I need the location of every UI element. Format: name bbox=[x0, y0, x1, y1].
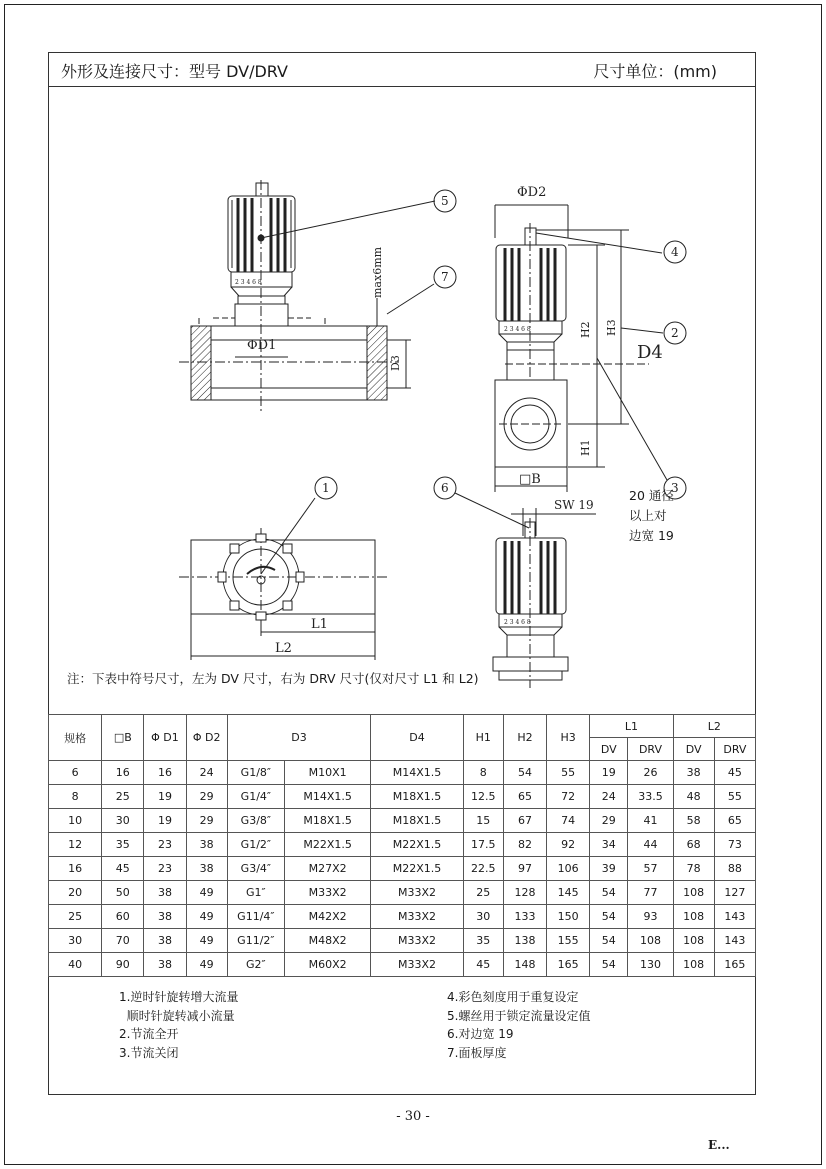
h3-label: H3 bbox=[605, 319, 618, 336]
table-cell: 48 bbox=[673, 785, 714, 809]
table-cell: M33X2 bbox=[371, 881, 463, 905]
table-cell: 29 bbox=[186, 809, 227, 833]
table-cell: G1/8″ bbox=[227, 761, 284, 785]
header-h3: H3 bbox=[547, 715, 590, 761]
header-l1-drv: DRV bbox=[628, 738, 673, 761]
table-row bbox=[49, 905, 756, 929]
table-cell: 35 bbox=[102, 833, 144, 857]
table-cell: 148 bbox=[503, 953, 546, 977]
table-cell: 38 bbox=[144, 905, 186, 929]
table-cell: G11/2″ bbox=[227, 929, 284, 953]
scale-text: 2 3 4 6 8 bbox=[235, 279, 262, 286]
table-cell: M22X1.5 bbox=[371, 857, 463, 881]
table-cell: 49 bbox=[186, 953, 227, 977]
table-cell: 128 bbox=[503, 881, 546, 905]
table-cell: M10X1 bbox=[284, 761, 370, 785]
table-cell: 143 bbox=[714, 929, 755, 953]
legend-left bbox=[119, 988, 238, 1062]
table-cell: 34 bbox=[590, 833, 628, 857]
table-row bbox=[49, 953, 756, 977]
scale-text-2: 2 3 4 6 8 bbox=[504, 326, 531, 333]
technical-drawing bbox=[49, 88, 755, 714]
table-cell: 65 bbox=[714, 809, 755, 833]
table-cell: 127 bbox=[714, 881, 755, 905]
table-cell: 130 bbox=[628, 953, 673, 977]
d4-label: D4 bbox=[637, 342, 663, 363]
table-cell: 33.5 bbox=[628, 785, 673, 809]
table-cell: 45 bbox=[714, 761, 755, 785]
table-cell: G3/8″ bbox=[227, 809, 284, 833]
header-l2-dv: DV bbox=[673, 738, 714, 761]
legend-right bbox=[447, 988, 590, 1062]
callout-2: 2 bbox=[671, 326, 679, 340]
legend-item: 7.面板厚度 bbox=[447, 1045, 507, 1060]
table-cell: 40 bbox=[49, 953, 102, 977]
legend-item: 4.彩色刻度用于重复设定 bbox=[447, 990, 579, 1004]
table-cell: M14X1.5 bbox=[284, 785, 370, 809]
table-cell: 22.5 bbox=[463, 857, 503, 881]
sw-note bbox=[629, 486, 674, 546]
table-cell: 108 bbox=[673, 905, 714, 929]
table-cell: 106 bbox=[547, 857, 590, 881]
top-view bbox=[179, 477, 387, 660]
table-cell: 19 bbox=[144, 809, 186, 833]
table-cell: M27X2 bbox=[284, 857, 370, 881]
legend-item: 1.逆时针旋转增大流量 bbox=[119, 990, 239, 1004]
header-h2: H2 bbox=[503, 715, 546, 761]
side-view bbox=[495, 185, 686, 499]
table-cell: 16 bbox=[49, 857, 102, 881]
table-cell: M60X2 bbox=[284, 953, 370, 977]
table-cell: 60 bbox=[102, 905, 144, 929]
table-cell: 78 bbox=[673, 857, 714, 881]
table-cell: 25 bbox=[49, 905, 102, 929]
h1-label: H1 bbox=[579, 439, 592, 456]
table-cell: 68 bbox=[673, 833, 714, 857]
table-cell: 29 bbox=[186, 785, 227, 809]
table-cell: 19 bbox=[144, 785, 186, 809]
table-cell: 92 bbox=[547, 833, 590, 857]
table-cell: 54 bbox=[590, 953, 628, 977]
table-row bbox=[49, 785, 756, 809]
legend-item: 3.节流关闭 bbox=[119, 1045, 179, 1060]
content-frame bbox=[48, 52, 756, 1095]
table-cell: 70 bbox=[102, 929, 144, 953]
header-bar bbox=[49, 53, 755, 87]
table-note: 注：下表中符号尺寸，左为 DV 尺寸，右为 DRV 尺寸(仅对尺寸 L1 和 L2) bbox=[67, 671, 479, 686]
table-cell: 155 bbox=[547, 929, 590, 953]
header-d2: Φ D2 bbox=[186, 715, 227, 761]
table-cell: 38 bbox=[144, 929, 186, 953]
table-cell: 54 bbox=[590, 905, 628, 929]
table-cell: 30 bbox=[102, 809, 144, 833]
table-cell: 25 bbox=[463, 881, 503, 905]
table-cell: 38 bbox=[186, 857, 227, 881]
table-cell: 25 bbox=[102, 785, 144, 809]
legend-item: 6.对边宽 19 bbox=[447, 1027, 514, 1041]
sw-note-line-1: 20 通径 bbox=[629, 488, 674, 503]
callout-6: 6 bbox=[441, 481, 449, 495]
table-cell: M33X2 bbox=[284, 881, 370, 905]
callout-5: 5 bbox=[441, 194, 449, 208]
table-cell: 8 bbox=[463, 761, 503, 785]
max6-label: max6mm bbox=[371, 246, 384, 298]
table-cell: 16 bbox=[102, 761, 144, 785]
table-cell: 23 bbox=[144, 833, 186, 857]
header-d1: Φ D1 bbox=[144, 715, 186, 761]
table-cell: G1″ bbox=[227, 881, 284, 905]
table-cell: 16 bbox=[144, 761, 186, 785]
table-cell: 29 bbox=[590, 809, 628, 833]
table-cell: 133 bbox=[503, 905, 546, 929]
table-cell: 108 bbox=[673, 953, 714, 977]
table-cell: 67 bbox=[503, 809, 546, 833]
callout-7: 7 bbox=[441, 270, 449, 284]
table-cell: 55 bbox=[547, 761, 590, 785]
table-cell: 12 bbox=[49, 833, 102, 857]
table-cell: 19 bbox=[590, 761, 628, 785]
table-cell: M48X2 bbox=[284, 929, 370, 953]
table-cell: 20 bbox=[49, 881, 102, 905]
table-cell: 12.5 bbox=[463, 785, 503, 809]
header-b: □B bbox=[102, 715, 144, 761]
callout-1: 1 bbox=[322, 481, 330, 495]
header-spec: 规格 bbox=[49, 715, 102, 761]
table-cell: 38 bbox=[673, 761, 714, 785]
table-row bbox=[49, 833, 756, 857]
table-cell: M22X1.5 bbox=[284, 833, 370, 857]
scale-text-3: 2 3 4 6 8 bbox=[504, 619, 531, 626]
table-cell: 145 bbox=[547, 881, 590, 905]
table-cell: 74 bbox=[547, 809, 590, 833]
front-view bbox=[179, 180, 456, 413]
table-cell: G1/4″ bbox=[227, 785, 284, 809]
table-cell: 108 bbox=[673, 881, 714, 905]
table-cell: 72 bbox=[547, 785, 590, 809]
table-row bbox=[49, 929, 756, 953]
table-row bbox=[49, 857, 756, 881]
table-cell: 38 bbox=[186, 833, 227, 857]
table-cell: G2″ bbox=[227, 953, 284, 977]
unit-label: 尺寸单位：(mm) bbox=[593, 62, 717, 81]
table-cell: 58 bbox=[673, 809, 714, 833]
table-cell: 15 bbox=[463, 809, 503, 833]
table-cell: 23 bbox=[144, 857, 186, 881]
table-cell: 73 bbox=[714, 833, 755, 857]
table-cell: 17.5 bbox=[463, 833, 503, 857]
phi-d1-label: ΦD1 bbox=[247, 338, 277, 353]
table-cell: 77 bbox=[628, 881, 673, 905]
header-l1: L1 bbox=[590, 715, 673, 738]
brand-mark: E... bbox=[708, 1138, 730, 1152]
header-l2: L2 bbox=[673, 715, 755, 738]
table-cell: 55 bbox=[714, 785, 755, 809]
table-row bbox=[49, 761, 756, 785]
table-cell: 54 bbox=[503, 761, 546, 785]
table-cell: 165 bbox=[714, 953, 755, 977]
legend-item: 顺时针旋转减小流量 bbox=[119, 1008, 235, 1023]
l2-label: L2 bbox=[275, 641, 292, 656]
callout-4: 4 bbox=[671, 245, 679, 259]
spec-table bbox=[48, 714, 756, 977]
table-cell: 8 bbox=[49, 785, 102, 809]
table-cell: 6 bbox=[49, 761, 102, 785]
header-d4: D4 bbox=[371, 715, 463, 761]
table-cell: 150 bbox=[547, 905, 590, 929]
table-cell: 57 bbox=[628, 857, 673, 881]
table-cell: 30 bbox=[49, 929, 102, 953]
table-cell: 88 bbox=[714, 857, 755, 881]
table-cell: M33X2 bbox=[371, 953, 463, 977]
table-cell: 138 bbox=[503, 929, 546, 953]
table-cell: 44 bbox=[628, 833, 673, 857]
table-cell: 54 bbox=[590, 929, 628, 953]
table-cell: G11/4″ bbox=[227, 905, 284, 929]
table-cell: M33X2 bbox=[371, 905, 463, 929]
page-number: - 30 - bbox=[396, 1109, 430, 1124]
table-cell: 39 bbox=[590, 857, 628, 881]
table-cell: 108 bbox=[628, 929, 673, 953]
callout-3: 3 bbox=[671, 481, 679, 495]
table-cell: M18X1.5 bbox=[371, 785, 463, 809]
table-cell: M22X1.5 bbox=[371, 833, 463, 857]
sw-note-line-2: 以上对 bbox=[629, 508, 667, 523]
sw-label: SW 19 bbox=[554, 498, 594, 512]
table-cell: 41 bbox=[628, 809, 673, 833]
table-cell: M42X2 bbox=[284, 905, 370, 929]
table-cell: 10 bbox=[49, 809, 102, 833]
table-cell: 108 bbox=[673, 929, 714, 953]
table-cell: 30 bbox=[463, 905, 503, 929]
table-cell: 82 bbox=[503, 833, 546, 857]
table-cell: 90 bbox=[102, 953, 144, 977]
table-cell: 165 bbox=[547, 953, 590, 977]
table-cell: 24 bbox=[590, 785, 628, 809]
table-cell: 38 bbox=[144, 881, 186, 905]
table-cell: 49 bbox=[186, 905, 227, 929]
table-cell: G1/2″ bbox=[227, 833, 284, 857]
table-row bbox=[49, 809, 756, 833]
table-cell: 24 bbox=[186, 761, 227, 785]
sw-note-line-3: 边宽 19 bbox=[629, 528, 674, 543]
table-cell: M18X1.5 bbox=[284, 809, 370, 833]
h2-label: H2 bbox=[579, 321, 592, 338]
table-row bbox=[49, 881, 756, 905]
header-h1: H1 bbox=[463, 715, 503, 761]
table-cell: 45 bbox=[463, 953, 503, 977]
legend-item: 5.螺丝用于锁定流量设定值 bbox=[447, 1008, 591, 1023]
table-cell: 49 bbox=[186, 881, 227, 905]
legend-item: 2.节流全开 bbox=[119, 1027, 179, 1041]
header-d3: D3 bbox=[227, 715, 371, 761]
table-cell: 26 bbox=[628, 761, 673, 785]
l1-label: L1 bbox=[311, 617, 328, 632]
table-cell: 49 bbox=[186, 929, 227, 953]
header-l1-dv: DV bbox=[590, 738, 628, 761]
table-cell: 65 bbox=[503, 785, 546, 809]
table-cell: 38 bbox=[144, 953, 186, 977]
d3-label: D3 bbox=[389, 355, 402, 371]
phi-d2-label: ΦD2 bbox=[517, 185, 547, 200]
table-cell: G3/4″ bbox=[227, 857, 284, 881]
table-cell: 45 bbox=[102, 857, 144, 881]
table-cell: 50 bbox=[102, 881, 144, 905]
table-cell: M33X2 bbox=[371, 929, 463, 953]
table-cell: M18X1.5 bbox=[371, 809, 463, 833]
table-cell: M14X1.5 bbox=[371, 761, 463, 785]
table-cell: 54 bbox=[590, 881, 628, 905]
table-cell: 143 bbox=[714, 905, 755, 929]
page-title: 外形及连接尺寸：型号 DV/DRV bbox=[61, 62, 288, 81]
table-cell: 35 bbox=[463, 929, 503, 953]
drv-view bbox=[434, 477, 596, 688]
table-cell: 97 bbox=[503, 857, 546, 881]
b-label: □B bbox=[519, 472, 541, 487]
header-l2-drv: DRV bbox=[714, 738, 755, 761]
table-cell: 93 bbox=[628, 905, 673, 929]
